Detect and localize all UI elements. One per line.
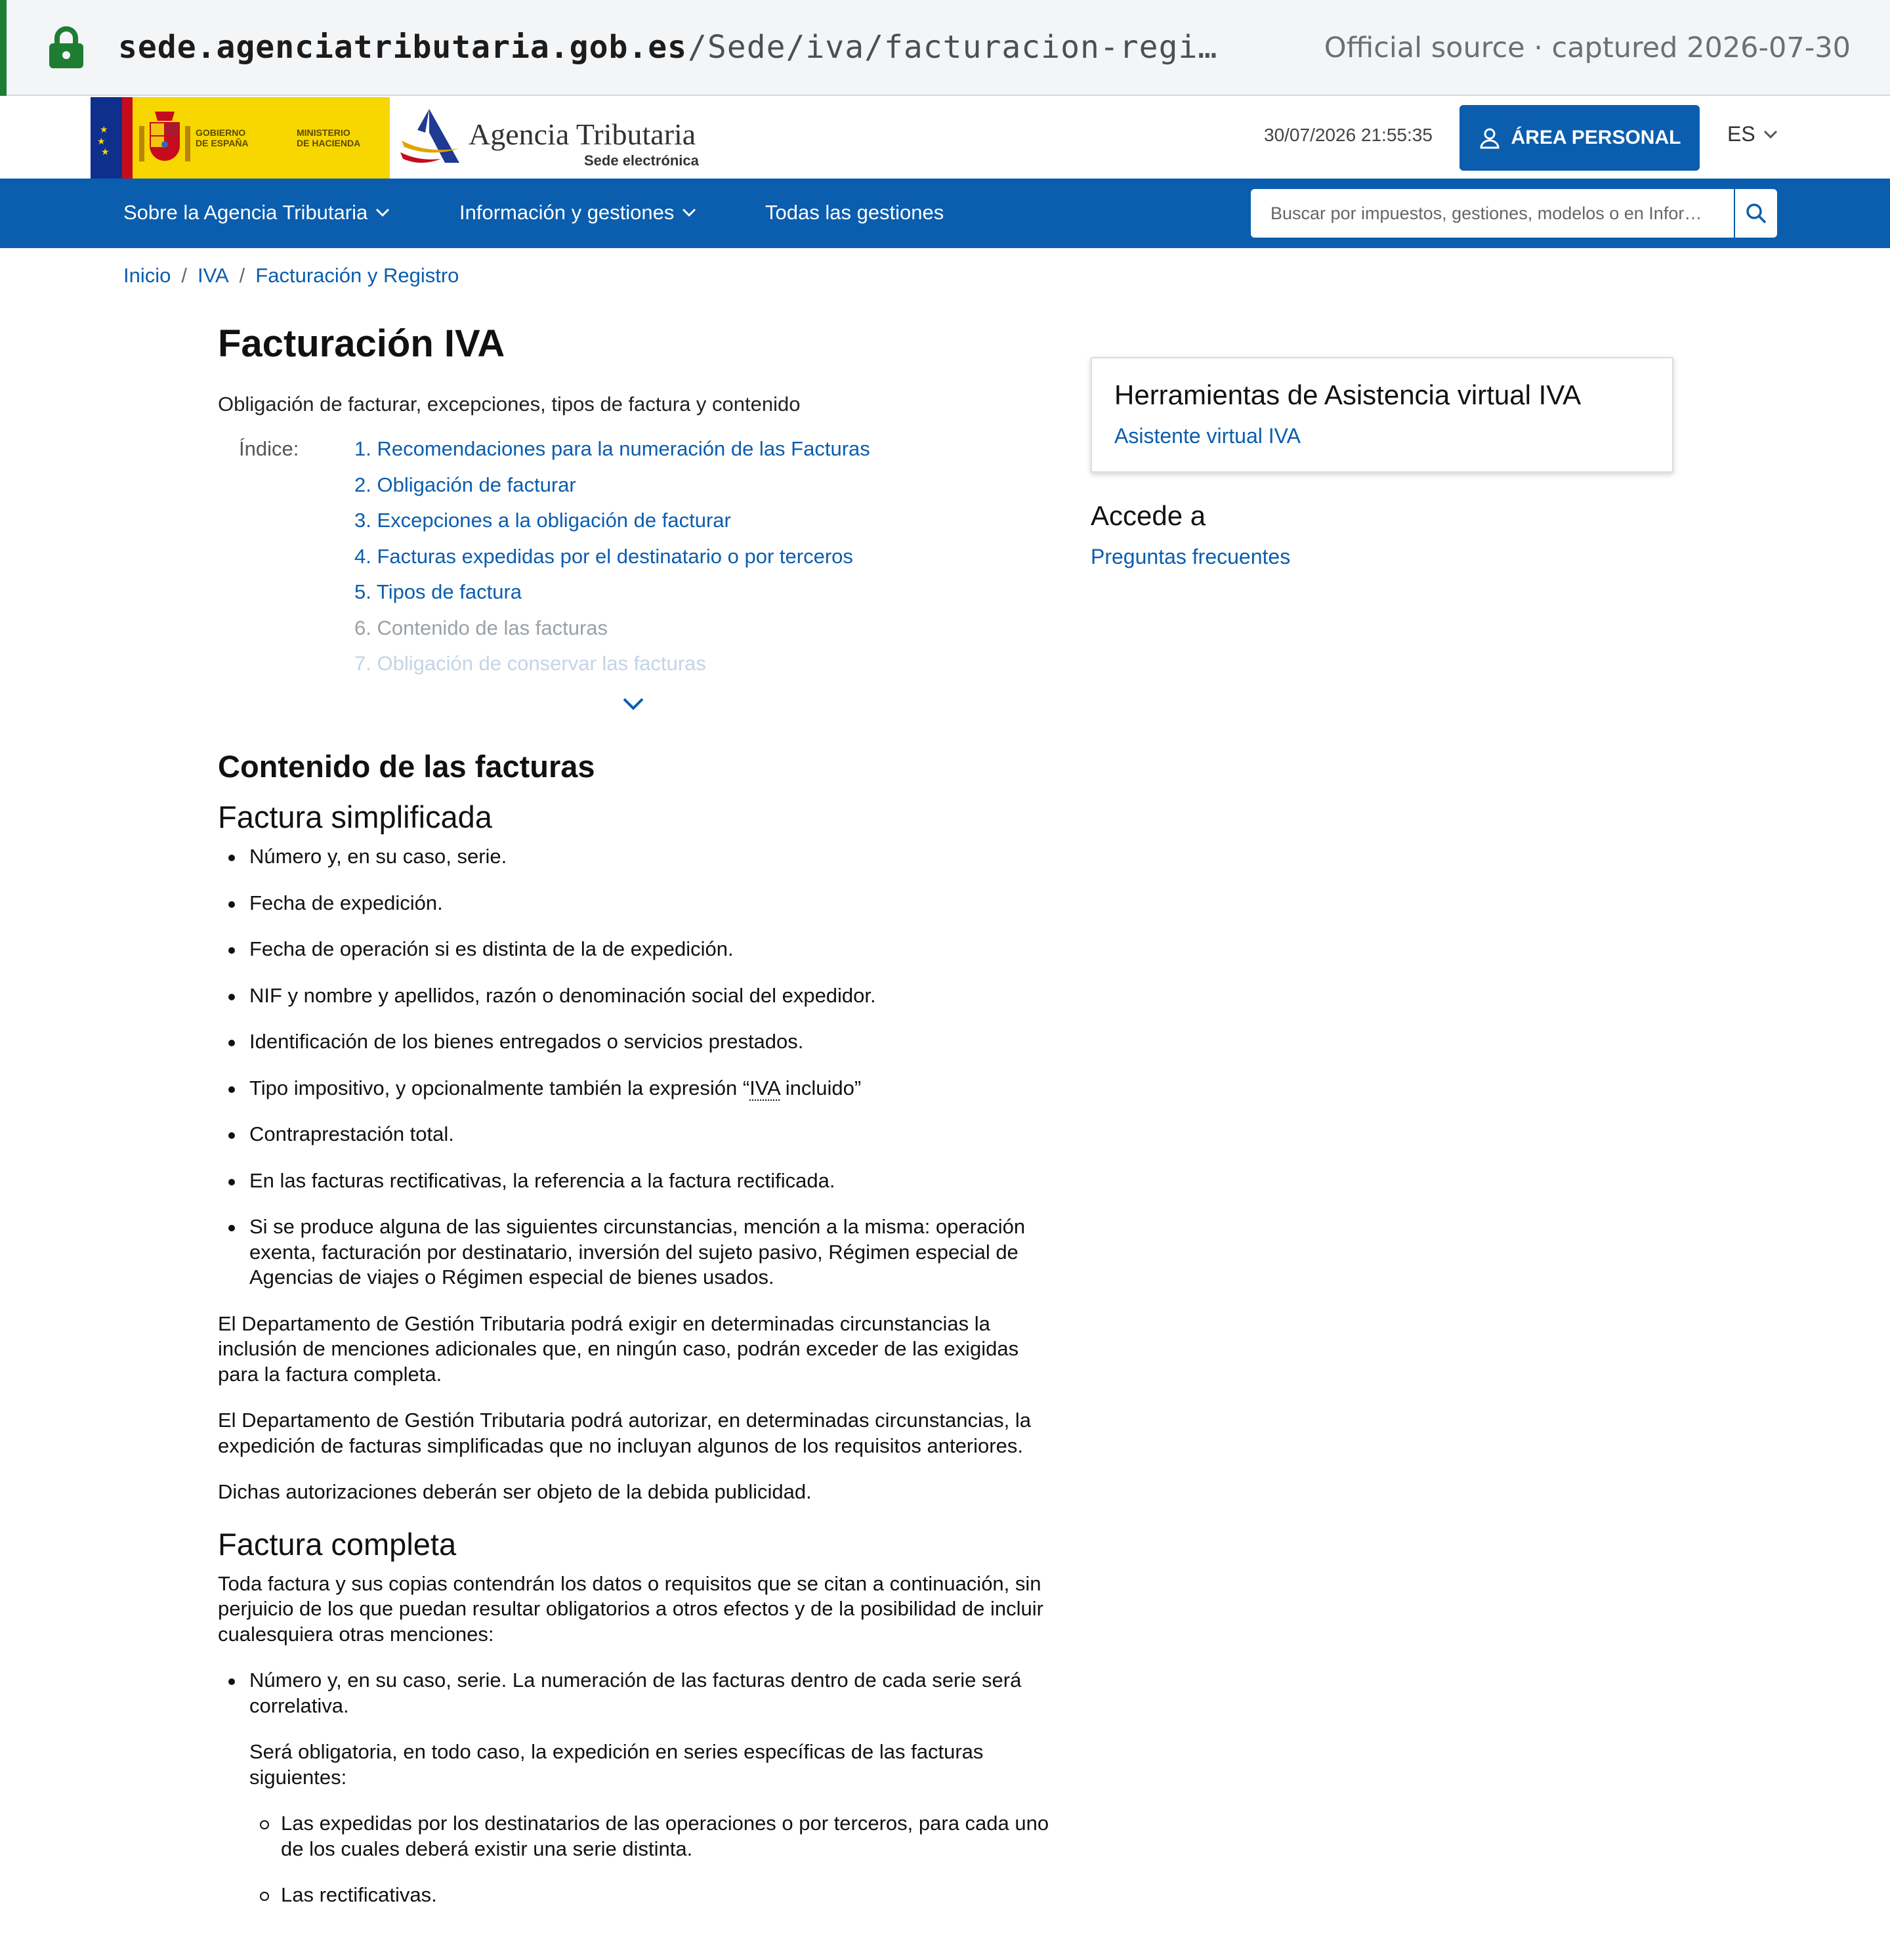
- chevron-down-icon: [1763, 130, 1778, 139]
- ministry-line1: MINISTERIO: [297, 127, 350, 138]
- expand-index-chevron-icon[interactable]: [622, 697, 644, 712]
- list-item: Fecha de operación si es distinta de la de expedición.: [228, 937, 1058, 962]
- capture-note: Official source · captured 2026-07-30: [1324, 32, 1851, 64]
- government-logo[interactable]: [91, 97, 390, 179]
- source-path: /Sede/iva/facturacion-regi…: [688, 29, 1218, 66]
- index-link-5[interactable]: 5. Tipos de factura: [354, 580, 522, 603]
- gov-logo-line2: DE ESPAÑA: [196, 138, 249, 148]
- ministry-line2: DE HACIENDA: [297, 138, 361, 148]
- completa-sublist: [260, 1811, 1058, 1908]
- index-link-2[interactable]: 2. Obligación de facturar: [354, 473, 576, 496]
- nav-item-label: Todas las gestiones: [765, 201, 944, 224]
- page-title: Facturación IVA: [218, 322, 505, 365]
- language-label: ES: [1727, 122, 1755, 146]
- nav-item-informacion[interactable]: [459, 201, 696, 224]
- list-item: En las facturas rectificativas, la referencia a la factura rectificada.: [228, 1168, 1058, 1194]
- breadcrumb-iva[interactable]: IVA: [198, 264, 229, 287]
- index-link-6[interactable]: 6. Contenido de las facturas: [354, 616, 608, 639]
- area-personal-label: ÁREA PERSONAL: [1511, 127, 1681, 148]
- agency-subtitle: Sede electrónica: [584, 152, 699, 169]
- svg-text:★: ★: [101, 147, 110, 156]
- article-body: [218, 748, 1058, 1929]
- sub-list-item: Las expedidas por los destinatarios de las operaciones o por terceros, para cada uno de los cuales deberá existir una serie distinta.: [260, 1811, 1058, 1862]
- list-item-paragraph: Será obligatoria, en todo caso, la expedición en series específicas de las facturas siguientes:: [249, 1740, 984, 1789]
- list-item: [228, 1076, 1058, 1101]
- list-item: Número y, en su caso, serie.: [228, 844, 1058, 870]
- index-link-4[interactable]: 4. Facturas expedidas por el destinatario o por terceros: [354, 544, 853, 568]
- user-icon: [1479, 127, 1501, 149]
- index-link-3[interactable]: 3. Excepciones a la obligación de facturar: [354, 509, 731, 532]
- breadcrumb-inicio[interactable]: Inicio: [123, 264, 171, 287]
- completa-intro: Toda factura y sus copias contendrán los datos o requisitos que se citan a continuación, sin perjuicio de los que puedan resultar obligatorios a otros efectos y de la posibilidad de incluir cualesquiera otras menciones:: [218, 1571, 1043, 1646]
- search-button[interactable]: [1734, 189, 1777, 238]
- asistente-virtual-link[interactable]: Asistente virtual IVA: [1114, 424, 1301, 448]
- index-label: Índice:: [239, 437, 299, 460]
- list-item: Contraprestación total.: [228, 1122, 1058, 1147]
- faq-link[interactable]: Preguntas frecuentes: [1091, 545, 1291, 568]
- agencia-tributaria-logo[interactable]: [399, 104, 707, 176]
- gov-logo-line1: GOBIERNO: [196, 127, 246, 138]
- nav-item-todas[interactable]: [765, 201, 944, 224]
- breadcrumb-separator: /: [239, 264, 245, 287]
- page-subtitle: Obligación de facturar, excepciones, tipos de factura y contenido: [218, 393, 801, 415]
- chevron-down-icon: [375, 208, 390, 217]
- language-selector[interactable]: [1727, 122, 1778, 146]
- eu-stars-icon: [94, 123, 118, 156]
- paragraph: Dichas autorizaciones deberán ser objeto de la debida publicidad.: [218, 1480, 812, 1503]
- chevron-down-icon: [682, 208, 696, 217]
- main-content: [218, 322, 1058, 1906]
- list-item: Si se produce alguna de las siguientes circunstancias, mención a la misma: operación exenta, facturación por destinatario, inversión del sujeto pasivo, Régimen especial de Agencias de viajes o Régimen especial de bienes usados.: [228, 1214, 1058, 1290]
- breadcrumb-facturacion[interactable]: Facturación y Registro: [255, 264, 459, 287]
- main-nav: [0, 179, 1890, 248]
- iva-abbreviation: IVA: [749, 1076, 780, 1099]
- flag-red-stripe: [122, 97, 133, 179]
- svg-text:★: ★: [97, 137, 106, 147]
- search-input[interactable]: [1251, 189, 1734, 238]
- breadcrumb-separator: /: [181, 264, 187, 287]
- list-item: Identificación de los bienes entregados o servicios prestados.: [228, 1029, 1058, 1055]
- source-bar-accent: [0, 0, 7, 96]
- svg-text:★: ★: [100, 125, 108, 135]
- index-link-7[interactable]: 7. Obligación de conservar las facturas: [354, 652, 706, 675]
- nav-item-label: Información y gestiones: [459, 201, 675, 224]
- search-icon: [1745, 202, 1767, 224]
- list-item-text: Tipo impositivo, y opcionalmente también la expresión “: [249, 1076, 750, 1099]
- paragraph: El Departamento de Gestión Tributaria podrá exigir en determinadas circunstancias la inclusión de menciones adicionales que, en ningún caso, podrán exceder de las exigidas para la factura completa.: [218, 1311, 1019, 1386]
- coat-of-arms-icon: [135, 106, 194, 169]
- lock-icon: [47, 26, 85, 70]
- area-personal-button[interactable]: [1460, 105, 1700, 171]
- section-title: Contenido de las facturas: [218, 749, 595, 784]
- completa-heading: Factura completa: [218, 1526, 457, 1562]
- source-bar: [0, 0, 1890, 96]
- breadcrumb: [123, 264, 459, 288]
- card-title: Herramientas de Asistencia virtual IVA: [1114, 379, 1582, 410]
- virtual-assistant-card: [1091, 357, 1673, 473]
- agency-name: Agencia Tributaria: [469, 117, 696, 151]
- sub-list-item: Las rectificativas.: [260, 1883, 1058, 1908]
- source-domain: sede.agenciatributaria.gob.es: [118, 29, 688, 66]
- paragraph: El Departamento de Gestión Tributaria podrá autorizar, en determinadas circunstancias, la expedición de facturas simplificadas que no incluyan algunos de los requisitos anteriores.: [218, 1409, 1031, 1457]
- search-box: [1251, 189, 1777, 238]
- list-item: [228, 1668, 1058, 1908]
- list-item: NIF y nombre y apellidos, razón o denominación social del expedidor.: [228, 983, 1058, 1009]
- index-link-1[interactable]: 1. Recomendaciones para la numeración de las Facturas: [354, 437, 870, 460]
- accede-heading: Accede a: [1091, 500, 1206, 531]
- simplificada-list: [228, 844, 1058, 1290]
- list-item-text: incluido”: [780, 1076, 862, 1099]
- list-item: Fecha de expedición.: [228, 891, 1058, 916]
- simplificada-heading: Factura simplificada: [218, 799, 492, 834]
- agency-emblem-icon: [399, 106, 462, 165]
- site-header: [0, 97, 1890, 179]
- completa-list: [228, 1668, 1058, 1908]
- list-item-text: Número y, en su caso, serie. La numeración de las facturas dentro de cada serie será correlativa.: [249, 1669, 1022, 1717]
- current-datetime: 30/07/2026 21:55:35: [1264, 125, 1433, 145]
- nav-item-sobre[interactable]: [123, 201, 390, 224]
- table-of-contents: [239, 437, 961, 680]
- nav-item-label: Sobre la Agencia Tributaria: [123, 201, 368, 224]
